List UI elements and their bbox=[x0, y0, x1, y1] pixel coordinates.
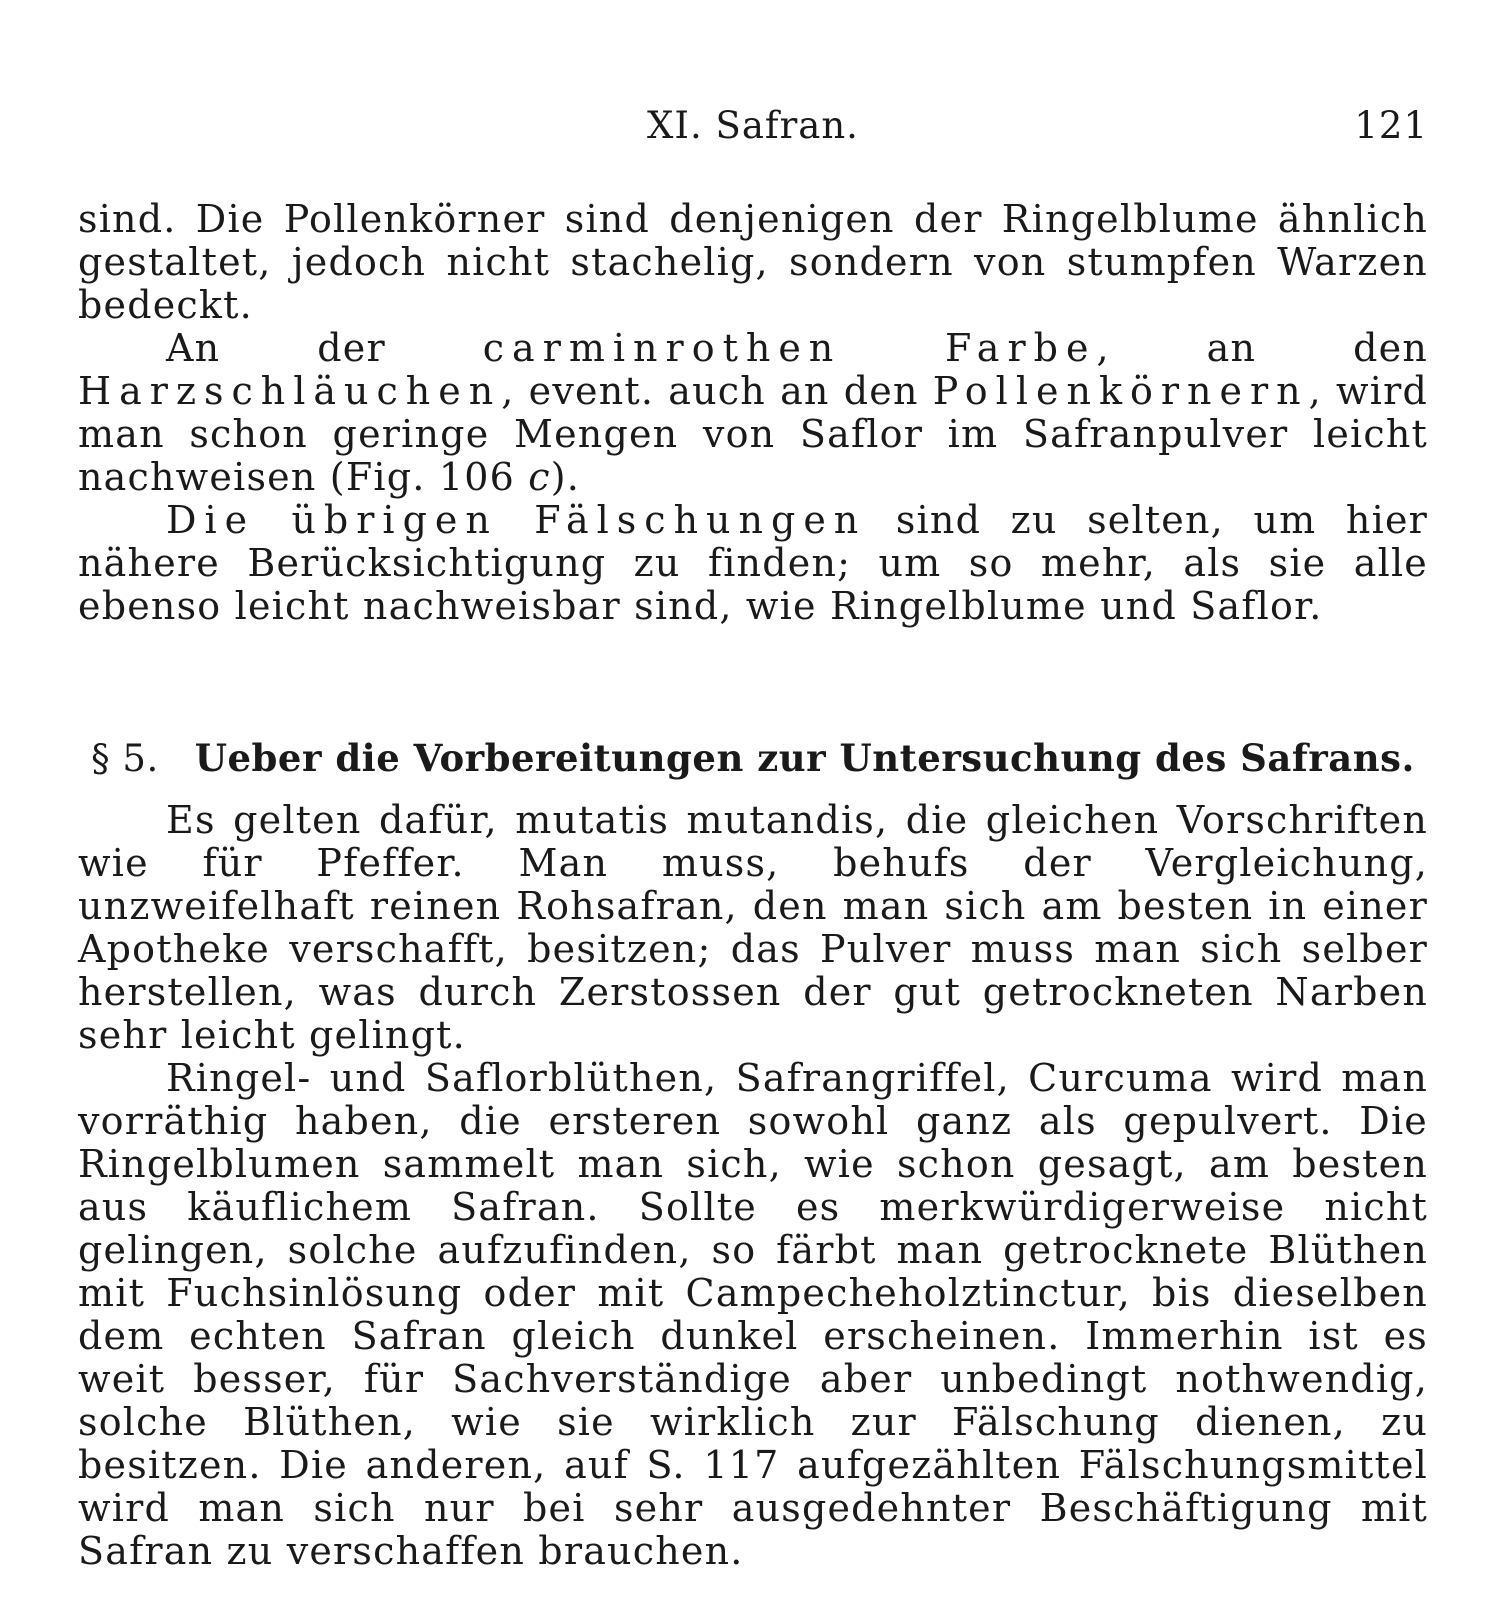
spaced-term-harzschlaeuchen: Harzschläuchen bbox=[78, 369, 502, 413]
spaced-term-pollenkoernern: Pollenkörnern bbox=[932, 369, 1309, 413]
figure-letter: c bbox=[528, 455, 551, 499]
section-title: Ueber die Vorbereitungen zur Untersuchung des Safrans. bbox=[194, 736, 1415, 780]
running-header bbox=[78, 90, 1428, 150]
spaced-term-carminrothen-farbe: carminrothen Farbe bbox=[482, 326, 1097, 370]
text-fragment: An der bbox=[166, 326, 483, 370]
text-fragment: , wird man schon geringe Mengen von Saflor im Safranpulver leicht nachweisen (Fig. 106 bbox=[78, 369, 1429, 499]
spaced-term-uebrigen-faelschungen: Die übrigen Fälschungen bbox=[166, 498, 867, 542]
paragraph-pollen: sind. Die Pollenkörner sind denjenigen der Ringelblume ähnlich gestaltet, jedoch nicht stachelig, sondern von stumpfen Warzen bedeckt. bbox=[78, 197, 1428, 327]
text-fragment: , an den bbox=[1096, 326, 1428, 370]
paragraph-saflor-detection bbox=[78, 327, 1428, 499]
book-page bbox=[78, 90, 1428, 1573]
paragraph-reference-materials: Ringel- und Saflorblüthen, Safrangriffel, Curcuma wird man vorräthig haben, die ersteren sowohl ganz als gepulvert. Die Ringelblumen sammelt man sich, wie schon gesagt, am besten aus käuflichem Safran. Sollte es merkwürdigerweise nicht gelingen, solche aufzufinden, so färbt man getrocknete Blüthen mit Fuchsinlösung oder mit Campecheholztinctur, bis dieselben dem echten Safran gleich dunkel erscheinen. Immerhin ist es weit besser, für Sachverständige aber unbedingt nothwendig, solche Blüthen, wie sie wirklich zur Fälschung dienen, zu besitzen. Die anderen, auf S. 117 aufgezählten Fälschungsmittel wird man sich nur bei sehr ausgedehnter Beschäftigung mit Safran zu verschaffen brauchen. bbox=[78, 1056, 1428, 1573]
paragraph-preparations: Es gelten dafür, mutatis mutandis, die gleichen Vorschriften wie für Pfeffer. Man muss, behufs der Vergleichung, unzweifelhaft reinen Rohsafran, den man sich am besten in einer Apotheke verschafft, besitzen; das Pulver muss man sich selber herstellen, was durch Zerstossen der gut getrockneten Narben sehr leicht gelingt. bbox=[78, 798, 1428, 1057]
running-title: XI. Safran. bbox=[647, 104, 859, 147]
text-fragment: ). bbox=[550, 455, 581, 499]
text-fragment: sind zu selten, um hier nähere Berücksichtigung zu finden; um so mehr, als sie alle ebenso leicht nachweisbar sind, wie Ringelblume und Saflor. bbox=[78, 498, 1428, 628]
page-number: 121 bbox=[1354, 104, 1428, 147]
text-before-section bbox=[78, 198, 1428, 628]
paragraph-other-falsifications bbox=[78, 499, 1428, 628]
text-after-section bbox=[78, 799, 1428, 1573]
section-heading bbox=[78, 736, 1428, 781]
section-number: § 5. bbox=[91, 737, 159, 780]
text-fragment: , event. auch an den bbox=[501, 369, 933, 413]
